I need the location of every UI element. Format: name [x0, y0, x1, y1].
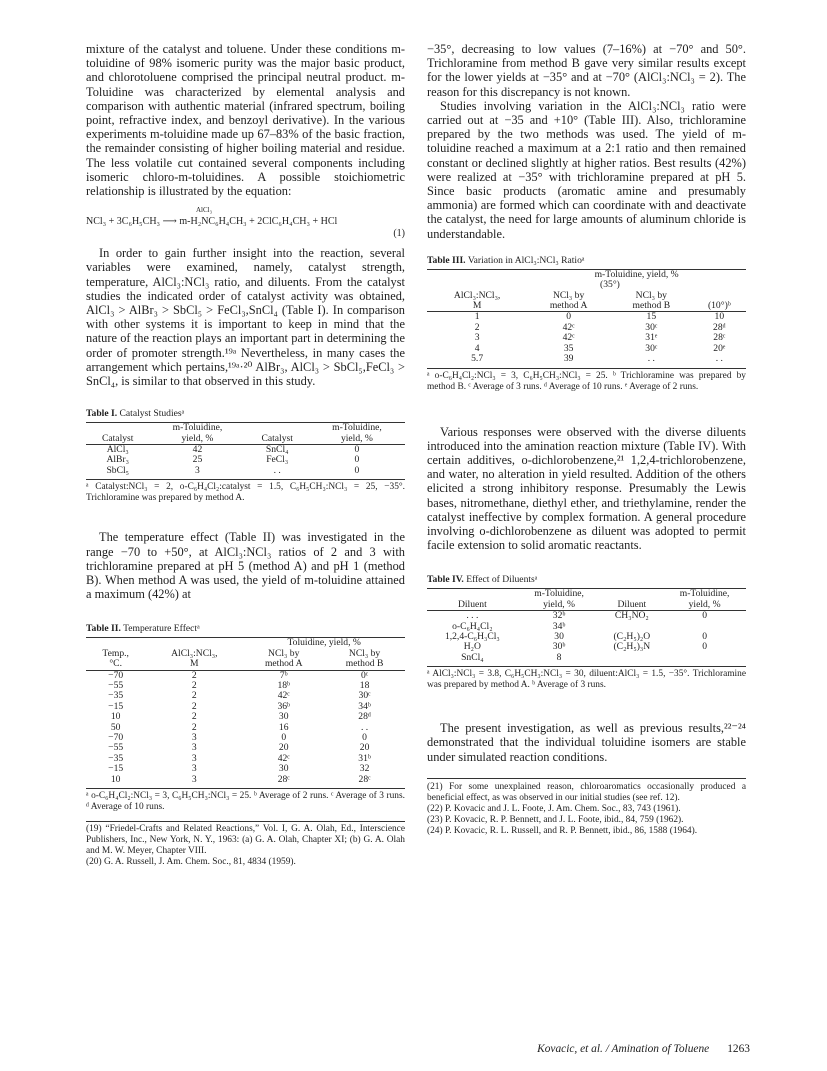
table-caption: Table I. Catalyst Studiesᵃ: [86, 408, 185, 420]
table-header-row: [427, 270, 746, 280]
table-row: 2 42ᶜ 30ᶜ 28ᵈ: [474, 321, 726, 333]
table-footnote: ᵃ Catalyst:NCl₃ = 2, o-C₆H₄Cl₂:catalyst = 1.5, C₆H₅CH₃:NCl₃ = 25, −35°. Trichloramine was prepared by method A.: [86, 479, 405, 504]
table-row: 50 2 16 . .: [110, 721, 369, 733]
table-row: −15 2 36ᵇ 34ᵇ: [108, 700, 371, 712]
table-caption: Table II. Temperature Effectᵃ: [86, 623, 200, 635]
table-caption: Table III. Variation in AlCl₃:NCl₃ Ratioᵃ: [427, 254, 585, 266]
table-1-grid: [86, 422, 405, 476]
table-footnote: ᵃ o-C₆H₄Cl₂:NCl₃ = 3, C₆H₅CH₃:NCl₃ = 25. ᵇ Trichloramine was prepared by method B. ᶜ Average of 3 runs. ᵈ Average of 10 runs. ᵉ Average of 2 runs.: [427, 368, 746, 393]
footnote-references: [86, 821, 405, 868]
body-paragraph: Studies involving variation in the AlCl₃:NCl₃ ratio were carried out at −35 and +10° (Table III). Also, trichloramine prepared by the two methods was used. The yield of m-toluidine reached a maximum at a 2:1 ratio and then remained constant or declined slightly at higher ratios. Best results (42%) were realized at −35° with trichloramine prepared at pH 5. Since basic products (aromatic amine and presumably ammonia) are formed which can coordinate with and deactivate the catalyst, the need for large amounts of aluminum chloride is understandable.: [427, 98, 746, 241]
equation-number: (1): [393, 228, 405, 240]
table-4: [427, 574, 746, 691]
table-row: AlCl₃ 42 SnCl₄ 0: [106, 444, 360, 456]
body-paragraph: Various responses were observed with the diverse diluents introduced into the amination reaction mixture (Table IV). With certain additives, o-dichlorobenzene,²¹ 1,2,4-trichlorobenzene, and water, no alteration in yield resulted. Addition of the others elicited a strong inhibitory response. Presumably the Lewis bases, nitromethane, diethyl ether, and triethylamine, render the catalyst ineffective by complex formation. A general procedure involving o-dichlorobenzene as diluent was adopted to permit facile extension to solid aromatic reactants.: [427, 424, 746, 553]
table-header-row: Catalyst yield, % Catalyst yield, %: [101, 432, 373, 444]
body-paragraph: mixture of the catalyst and toluene. Under these conditions m-toluidine of 98% isomeric purity was the major basic product, and chlorotoluene comprised the principal neutral product. m-Toluidine was characterized by elemental analysis and comparison with authentic material (infrared spectrum, boiling point, refractive index, and benzoyl derivative). In the various experiments m-toluidine made up 67–83% of the basic fraction, the remainder consisting of higher boiling material and residue. The less volatile cut contained several components including isomeric chloro-m-toluidines. A possible stoichiometric relationship is illustrated by the equation:: [86, 42, 405, 199]
footnote-references: [427, 778, 746, 837]
equation-1: [86, 204, 405, 240]
reference-item: (21) For some unexplained reason, chloroaromatics occasionally produced a beneficial effect, as was observed in our initial studies (see ref. 12).: [427, 781, 746, 803]
table-spanner: (35°): [600, 279, 620, 291]
left-column: [86, 42, 405, 868]
page-footer: [460, 1043, 750, 1055]
reference-item: (22) P. Kovacic and J. L. Foote, J. Am. Chem. Soc., 83, 743 (1961).: [427, 803, 681, 814]
equation-catalyst: AlCl₃: [196, 206, 213, 215]
table-header-row: Temp., AlCl₃:NCl₃, NCl₃ by NCl₃ by: [102, 647, 381, 659]
table-row: −70 3 0 0: [108, 731, 367, 743]
table-row: −35 3 42ᶜ 31ᵇ: [108, 752, 371, 764]
table-row: 1 0 15 10: [474, 311, 725, 323]
running-head: Kovacic, et al. / Amination of Toluene: [537, 1043, 710, 1055]
table-row: 10 3 28ᶜ 28ᶜ: [110, 773, 371, 785]
table-4-grid: [427, 588, 746, 663]
right-column: [427, 42, 746, 837]
table-row: o-C₆H₄Cl₂ 34ᵇ: [452, 620, 566, 632]
table-2-grid: [86, 637, 405, 785]
table-row: −55 2 18ᵇ 18: [108, 679, 370, 691]
table-row: SbCl₅ 3 . . 0: [106, 464, 360, 476]
table-row: SnCl₄ 8: [461, 651, 562, 663]
table-row: 3 42ᶜ 31ᵉ 28ᶜ: [474, 332, 726, 344]
table-header-row: °C. M method A method B: [109, 658, 384, 670]
table-row: AlBr₃ 25 FeCl₃ 0: [106, 454, 360, 466]
body-paragraph: In order to gain further insight into the reaction, several variables were examined, namely, catalyst strength, temperature, AlCl₃:NCl₃ ratio, and diluents. From the catalyst studies the indicated order of catalyst activity was obtained, AlCl₃ > AlBr₃ > SbCl₅ > FeCl₃,SnCl₄ (Table I). In comparison with other systems it is important to keep in mind that the nature of the reaction plays an important part in determining the order of promoter strength.¹⁹ᵃ Nevertheless, in many cases the arrangement which pertains,¹⁹ᵃ·²⁰ AlBr₃, AlCl₃ > SbCl₅,FeCl₃ > SnCl₄, is similar to that observed in this study.: [86, 246, 405, 389]
table-row: −15 3 30 32: [108, 763, 370, 775]
table-spanner: m-Toluidine, yield, %: [594, 268, 679, 280]
reference-item: (19) “Friedel-Crafts and Related Reactions,” Vol. I, G. A. Olah, Ed., Interscience Publishers, Inc., New York, N. Y., 1963: (a) G. A. Olah, Chapter XI; (b) G. A. Olah and M. W. Meyer, Chapter VIII.: [86, 824, 405, 856]
table-3-grid: [427, 269, 746, 365]
body-paragraph: The temperature effect (Table II) was investigated in the range −70 to +50°, at AlCl₃:NCl₃ ratios of 2 and 3 with trichloramine prepared at pH 5 (method A) and pH 1 (method B). When method A was used, the yield of m-toluidine attained a maximum (42%) at: [86, 530, 405, 602]
equation-text: NCl₃ + 3C₆H₅CH₃ ⟶ m-H₂NC₆H₄CH₃ + 2ClC₆H₄CH₃ + HCl: [86, 216, 338, 228]
table-row: H₂O 30ᵇ (C₂H₅)₃N 0: [463, 641, 707, 653]
table-2: [86, 623, 405, 813]
table-row: 1,2,4-C₆H₃Cl₃ 30 (C₂H₅)₂O 0: [444, 630, 707, 642]
table-row: −55 3 20 20: [108, 742, 370, 754]
body-paragraph: The present investigation, as well as previous results,²²⁻²⁴ demonstrated that the individual toluidine isomers are stable under simulated reaction conditions.: [427, 721, 746, 764]
table-header-row: m-Toluidine, m-Toluidine,: [534, 588, 730, 600]
reference-item: (24) P. Kovacic, R. L. Russell, and R. P. Bennett, ibid., 86, 1588 (1964).: [427, 825, 698, 836]
table-row: 10 2 30 28ᵈ: [110, 711, 371, 723]
table-header-row: Diluent yield, % Diluent yield, %: [457, 598, 721, 610]
table-spanner: Toluidine, yield, %: [287, 637, 361, 649]
table-caption: Table IV. Effect of Diluentsᵃ: [427, 574, 538, 586]
body-paragraph: −35°, decreasing to low values (7–16%) at −70° and 50°. Trichloramine from method B gave very similar results except for the lower yields at −35° and at −70° (AlCl₃:NCl₃ = 2). The reason for this discrepancy is not known.: [427, 42, 746, 99]
table-row: . . . 32ᵇ CH₃NO₂ 0: [466, 610, 707, 622]
table-3: [427, 255, 746, 393]
page-number: 1263: [727, 1043, 750, 1055]
table-footnote: ᵃ AlCl₃:NCl₃ = 3.8, C₆H₅CH₃:NCl₃ = 30, diluent:AlCl₃ = 1.5, −35°. Trichloramine was prepared by method A. ᵇ Average of 3 runs.: [427, 666, 746, 691]
table-footnote: ᵃ o-C₆H₄Cl₂:NCl₃ = 3, C₆H₅CH₃:NCl₃ = 25. ᵇ Average of 2 runs. ᶜ Average of 3 runs. ᵈ Average of 10 runs.: [86, 788, 405, 813]
table-1: [86, 408, 405, 504]
reference-item: (20) G. A. Russell, J. Am. Chem. Soc., 81, 4834 (1959).: [86, 857, 296, 867]
table-row: −35 2 42ᶜ 30ᶜ: [108, 690, 371, 702]
table-row: 4 35 30ᶜ 20ᵉ: [474, 342, 726, 354]
table-header-row: M method A method B (10°)ᵇ: [472, 300, 731, 312]
table-row: 5.7 39 . . . .: [471, 353, 723, 365]
table-row: −70 2 7ᵇ 0ᶜ: [108, 669, 369, 681]
reference-item: (23) P. Kovacic, R. P. Bennett, and J. L. Foote, ibid., 84, 759 (1962).: [427, 814, 684, 825]
table-header-row: m-Toluidine, m-Toluidine,: [172, 422, 382, 434]
table-header-row: AlCl₃:NCl₃, NCl₃ by NCl₃ by: [453, 289, 667, 301]
